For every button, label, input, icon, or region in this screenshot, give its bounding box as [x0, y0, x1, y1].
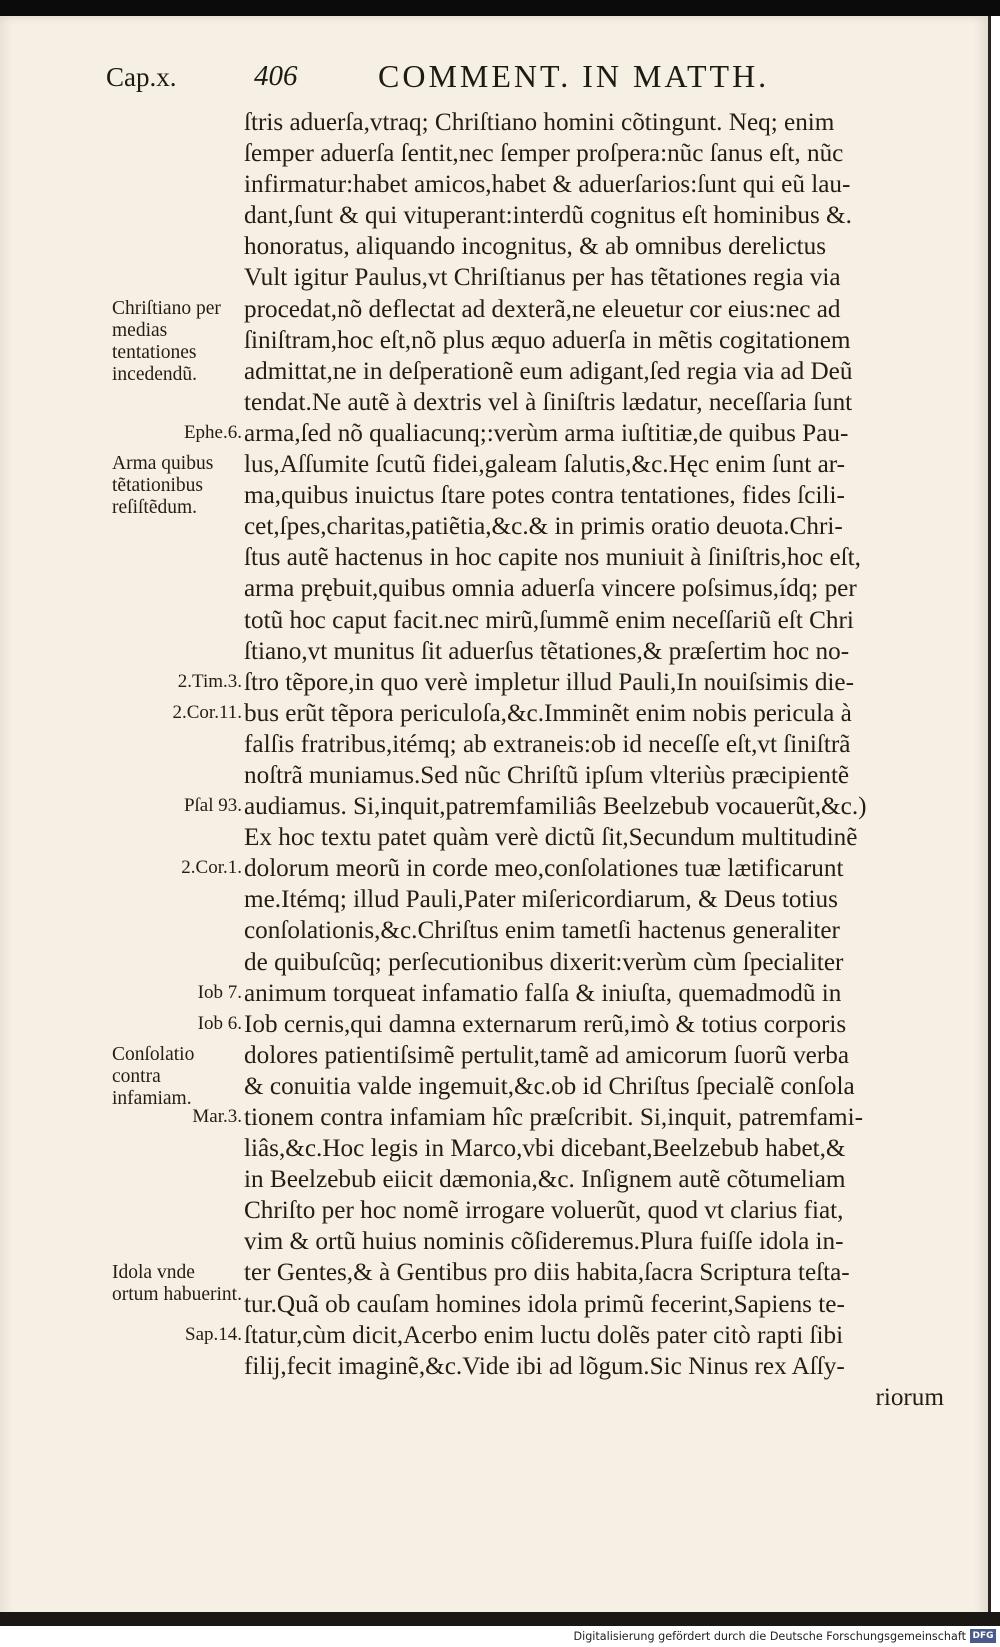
text-line: in Beelzebub eiicit dæmonia,&c. Inſignem autẽ cõtumeliam	[244, 1166, 846, 1194]
text-line: vim & ortũ huius nominis cõſideremus.Plura fuiſſe idola in-	[244, 1228, 844, 1256]
text-line: ma,quibus inuictus ſtare potes contra tentationes, fides ſcili-	[244, 482, 845, 510]
text-line: lus,Aſſumite ſcutũ fidei,galeam ſalutis,&c.Hęc enim ſunt ar-	[244, 451, 846, 479]
text-line: falſis fratribus,itémq; ab extraneis:ob id neceſſe eſt,vt ſiniſtrã	[244, 730, 851, 758]
footer	[0, 1626, 1000, 1647]
dfg-logo: DFG	[970, 1629, 996, 1643]
margin-reference: Iob 7.	[197, 981, 242, 1003]
text-line: riorum	[875, 1383, 944, 1411]
text-line: Vult igitur Paulus,vt Chriſtianus per has tẽtationes regia via	[244, 264, 841, 292]
text-line: noſtrã muniamus.Sed nũc Chriſtũ ipſum vlteriùs præcipientẽ	[244, 761, 850, 789]
text-line: ter Gentes,& à Gentibus pro diis habita,ſacra Scriptura teſta-	[244, 1259, 850, 1287]
text-line: arma,ſed nõ qualiacunq;:verùm arma iuſtitiæ,de quibus Pau-	[244, 419, 849, 447]
margin-reference: Ephe.6.	[183, 422, 242, 443]
margin-reference: 2.Cor.1.	[181, 857, 242, 879]
text-line: ſemper aduerſa ſentit,nec ſemper proſpera:nũc ſanus eſt, nũc	[244, 140, 844, 168]
margin-gloss: Idola vnde ortum habuerint.	[112, 1261, 242, 1305]
text-line: liâs,&c.Hoc legis in Marco,vbi dicebant,Beelzebub habet,&	[244, 1135, 846, 1163]
text-line: Iob cernis,qui damna externarum rerũ,imò & totius corporis	[244, 1010, 847, 1038]
text-line: infirmatur:habet amicos,habet & aduerſarios:ſunt qui eũ lau-	[244, 171, 851, 199]
text-line: dolorum meorũ in corde meo,conſolationes tuæ lætificarunt	[244, 855, 844, 883]
chapter-label: Cap.x.	[106, 62, 177, 92]
text-line: tionem contra infamiam hîc præſcribit. Si,inquit, patremfami-	[244, 1104, 864, 1131]
text-line: ſtris aduerſa,vtraq; Chriſtiano homini cõtingunt. Neq; enim	[244, 109, 835, 136]
text-line: & conuitia valde ingemuit,&c.ob id Chriſtus ſpecialẽ conſola	[244, 1072, 855, 1100]
text-line: de quibuſcũq; perſecutionibus dixerit:verùm cùm ſpecialiter	[244, 948, 844, 976]
text-line: dant,ſunt & qui vituperant:interdũ cognitus eſt hominibus &.	[244, 202, 852, 230]
digitization-credit: Digitalisierung gefördert durch die Deutsche Forschungsgemeinschaft	[573, 1630, 966, 1643]
text-line: conſolationis,&c.Chriſtus enim tametſi hactenus generaliter	[244, 917, 840, 945]
text-line: Ex hoc textu patet quàm verè dictũ ſit,Secundum multitudinẽ	[244, 824, 858, 852]
text-line: ſtro tẽpore,in quo verè impletur illud Pauli,In nouiſsimis die-	[244, 668, 854, 696]
margin-reference: 2.Tim.3.	[177, 670, 242, 692]
margin-gloss: Chriſtiano per medias tentationes incedendũ.	[112, 297, 221, 385]
text-line: ſtatur,cùm dicit,Acerbo enim luctu dolẽs pater citò rapti ſibi	[244, 1321, 844, 1349]
text-line: arma prębuit,quibus omnia aduerſa vincere poſsimus,ídq; per	[244, 575, 857, 603]
text-line: procedat,nõ deflectat ad dexterã,ne eleuetur cor eius:nec ad	[244, 295, 841, 323]
margin-gloss: Conſolatio contra infamiam.	[112, 1044, 195, 1109]
scan-bottom-edge	[0, 1612, 1000, 1626]
margin-reference: Iob 6.	[197, 1012, 242, 1034]
text-line: audiamus. Si,inquit,patremfamiliâs Beelzebub vocauerũt,&c.)	[244, 793, 867, 821]
text-line: tur.Quã ob cauſam homines idola primũ fecerint,Sapiens te-	[244, 1290, 845, 1318]
text-line: cet,ſpes,charitas,patiẽtia,&c.& in primis oratio deuota.Chri-	[244, 513, 843, 541]
page-number: 406	[254, 60, 298, 92]
text-line: ſtiano,vt munitus ſit aduerſus tẽtationes,& præſertim hoc no-	[244, 637, 850, 665]
margin-reference: Pſal 93.	[183, 795, 242, 817]
text-line: totũ hoc caput facit.nec mirũ,ſummẽ enim neceſſariũ eſt Chri	[244, 606, 854, 634]
text-line: filij,fecit imaginẽ,&c.Vide ibi ad lõgum.Sic Ninus rex Aſſy-	[244, 1352, 845, 1380]
text-line: Chriſto per hoc nomẽ irrogare voluerũt, quod vt clarius fiat,	[244, 1197, 844, 1225]
running-header	[106, 52, 960, 98]
text-line: dolores patientiſsimẽ pertulit,tamẽ ad amicorum ſuorũ verba	[244, 1041, 850, 1069]
margin-reference: Sap.14.	[185, 1323, 242, 1345]
margin-gloss: Arma quibus tẽtationibus reſiſtẽdum.	[112, 453, 214, 519]
text-line: ſtus autẽ hactenus in hoc capite nos muniuit à ſiniſtris,hoc eſt,	[244, 544, 861, 572]
text-line: me.Itémq; illud Pauli,Pater miſericordiarum, & Deus totius	[244, 886, 838, 914]
margin-reference: 2.Cor.11.	[172, 701, 242, 723]
text-line: tendat.Ne autẽ à dextris vel à ſiniſtris lædatur, neceſſaria ſunt	[244, 388, 853, 416]
text-line: admittat,ne in deſperationẽ eum adigant,ſed regia via ad Deũ	[244, 357, 853, 385]
page-title: COMMENT. IN MATTH.	[378, 58, 770, 94]
scan-top-edge	[0, 0, 1000, 16]
text-line: bus erũt tẽpora periculoſa,&c.Imminẽt enim nobis pericula à	[244, 699, 852, 727]
margin-reference: Mar.3.	[192, 1106, 242, 1128]
text-line: ſiniſtram,hoc eſt,nõ plus æquo aduerſa in mẽtis cogitationem	[244, 326, 851, 354]
text-line: animum torqueat infamatio falſa & iniuſta, quemadmodũ in	[244, 979, 842, 1007]
body-text	[244, 107, 944, 1413]
text-line: honoratus, aliquando incognitus, & ab omnibus derelictus	[244, 233, 827, 261]
